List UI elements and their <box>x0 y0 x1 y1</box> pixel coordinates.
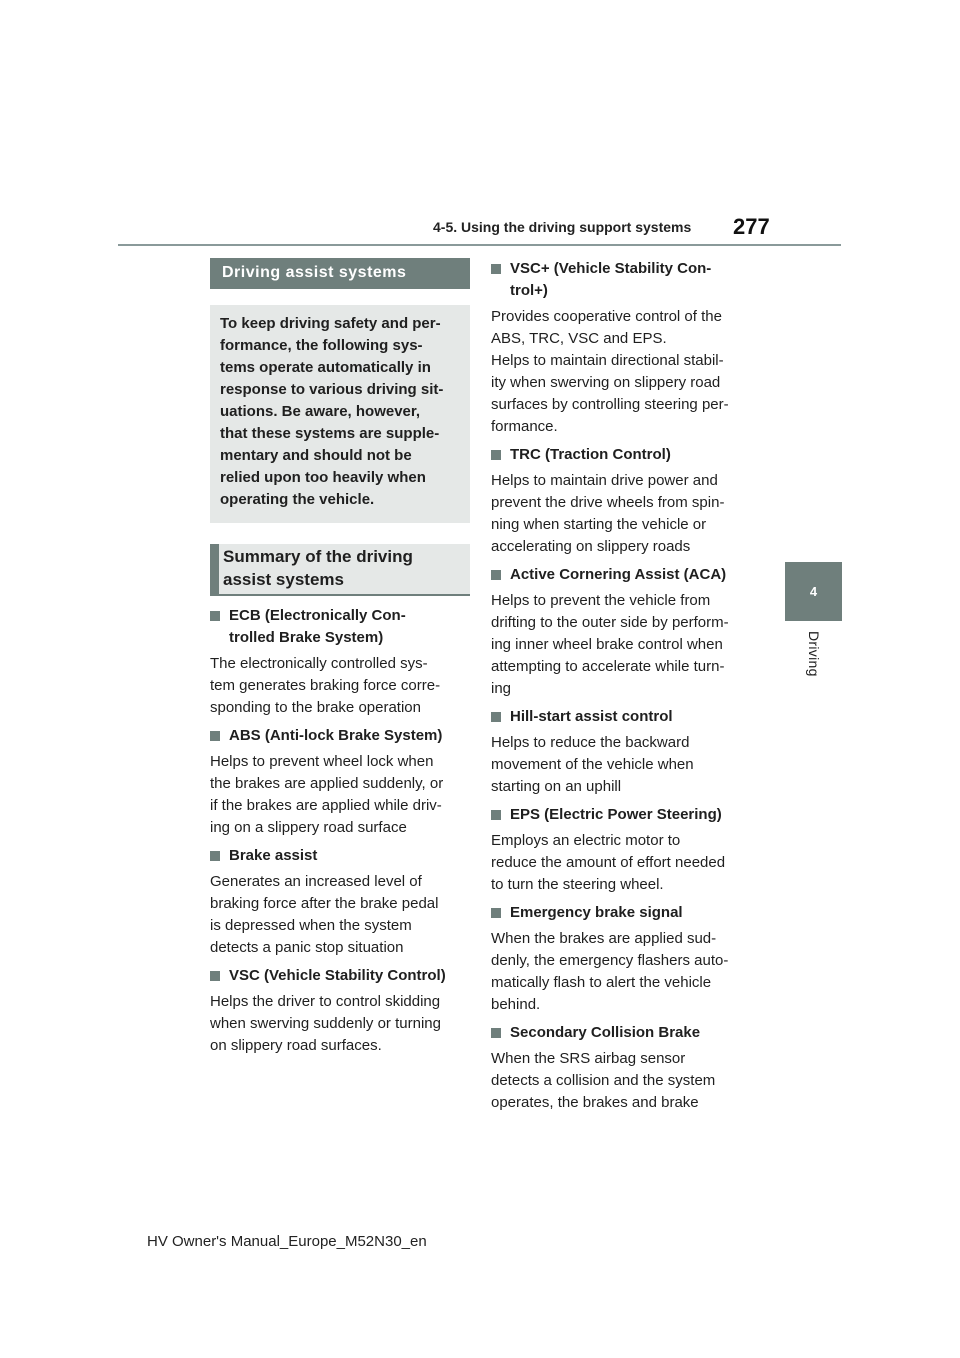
item-body-line: is depressed when the system <box>210 917 412 934</box>
item-title-line: trol+) <box>510 282 548 299</box>
item-body-line: starting on an uphill <box>491 778 622 795</box>
item-body-line: When the brakes are applied sud- <box>491 930 717 947</box>
item-title <box>491 706 751 728</box>
item-title-line: EPS (Electric Power Steering) <box>510 806 722 823</box>
chapter-name: Driving <box>806 631 822 677</box>
item-body-line: tem generates braking force corre- <box>210 677 441 694</box>
item-body-line: accelerating on slippery roads <box>491 538 691 555</box>
item-body-line: surfaces by controlling steering per- <box>491 396 729 413</box>
bullet-square-icon <box>491 810 501 820</box>
subheading <box>210 544 470 596</box>
item-title <box>491 564 751 586</box>
item-title-line: ECB (Electronically Con- <box>229 607 406 624</box>
item-body-line: on slippery road surfaces. <box>210 1037 382 1054</box>
intro-line: operating the vehicle. <box>220 491 375 508</box>
item-body <box>210 751 470 839</box>
system-item-emergency-brake-signal <box>491 902 751 1016</box>
intro-box <box>210 305 470 523</box>
item-body-line: prevent the drive wheels from spin- <box>491 494 725 511</box>
item-body <box>491 590 751 700</box>
system-item-trc <box>491 444 751 558</box>
item-body-line: denly, the emergency flashers auto- <box>491 952 729 969</box>
item-title-line: TRC (Traction Control) <box>510 446 671 463</box>
intro-line: uations. Be aware, however, <box>220 403 421 420</box>
system-item-secondary-collision-brake <box>491 1022 751 1114</box>
item-body-line: ing inner wheel brake control when <box>491 636 723 653</box>
bullet-square-icon <box>491 264 501 274</box>
item-body-line: if the brakes are applied while driv- <box>210 797 442 814</box>
intro-line: tems operate automatically in <box>220 359 431 376</box>
item-body <box>210 871 470 959</box>
item-body-line: drifting to the outer side by perform- <box>491 614 729 631</box>
bullet-square-icon <box>491 570 501 580</box>
intro-line: formance, the following sys- <box>220 337 423 354</box>
system-item-eps <box>491 804 751 896</box>
item-body-line: Helps to reduce the backward <box>491 734 690 751</box>
item-title-line: ABS (Anti-lock Brake System) <box>229 727 443 744</box>
item-title-line: Active Cornering Assist (ACA) <box>510 566 727 583</box>
intro-line: To keep driving safety and per- <box>220 315 441 332</box>
item-title-line: VSC (Vehicle Stability Control) <box>229 967 446 984</box>
item-body <box>491 470 751 558</box>
item-title-line: Brake assist <box>229 847 318 864</box>
item-body-line: detects a panic stop situation <box>210 939 404 956</box>
item-title-line: Hill-start assist control <box>510 708 673 725</box>
system-item-hill-start <box>491 706 751 798</box>
item-body-line: attempting to accelerate while turn- <box>491 658 725 675</box>
subheading-line: assist systems <box>223 570 344 589</box>
bullet-square-icon <box>210 611 220 621</box>
bullet-square-icon <box>491 1028 501 1038</box>
item-body-line: sponding to the brake operation <box>210 699 421 716</box>
item-body-line: formance. <box>491 418 558 435</box>
item-body-line: When the SRS airbag sensor <box>491 1050 686 1067</box>
item-body <box>491 928 751 1016</box>
item-body-line: braking force after the brake pedal <box>210 895 439 912</box>
item-body-line: Helps to prevent the vehicle from <box>491 592 711 609</box>
bullet-square-icon <box>491 450 501 460</box>
item-body <box>491 1048 751 1114</box>
item-body-line: ABS, TRC, VSC and EPS. <box>491 330 667 347</box>
item-title <box>491 258 751 302</box>
item-body-line: movement of the vehicle when <box>491 756 694 773</box>
chapter-tab[interactable] <box>785 562 842 621</box>
intro-line: mentary and should not be <box>220 447 412 464</box>
item-body-line: ing <box>491 680 512 697</box>
item-body <box>210 991 470 1057</box>
item-body-line: operates, the brakes and brake <box>491 1094 699 1111</box>
footer-manual-id: HV Owner's Manual_Europe_M52N30_en <box>147 1233 427 1250</box>
item-title <box>491 902 751 924</box>
subheading-line: Summary of the driving <box>223 547 413 566</box>
item-title-line: VSC+ (Vehicle Stability Con- <box>510 260 712 277</box>
intro-line: that these systems are supple- <box>220 425 440 442</box>
system-item-vsc-plus <box>491 258 751 438</box>
item-title <box>491 804 751 826</box>
item-body-line: Helps the driver to control skidding <box>210 993 441 1010</box>
item-title-line: trolled Brake System) <box>229 629 384 646</box>
system-item-vsc <box>210 965 470 1057</box>
item-title <box>210 965 470 987</box>
item-body-line: matically flash to alert the vehicle <box>491 974 712 991</box>
item-title <box>210 845 470 867</box>
item-body-line: Generates an increased level of <box>210 873 422 890</box>
system-item-brake-assist <box>210 845 470 959</box>
right-column <box>491 258 751 1120</box>
item-body-line: to turn the steering wheel. <box>491 876 664 893</box>
bullet-square-icon <box>210 971 220 981</box>
item-body-line: behind. <box>491 996 541 1013</box>
item-body-line: Helps to maintain drive power and <box>491 472 718 489</box>
item-body-line: ity when swerving on slippery road <box>491 374 721 391</box>
item-title <box>210 605 470 649</box>
bullet-square-icon <box>491 908 501 918</box>
item-title <box>210 725 470 747</box>
chapter-number: 4 <box>809 584 818 599</box>
item-body-line: Employs an electric motor to <box>491 832 681 849</box>
header-divider <box>118 244 841 246</box>
item-body <box>210 653 470 719</box>
item-body-line: ing on a slippery road surface <box>210 819 407 836</box>
item-body-line: Helps to maintain directional stabil- <box>491 352 724 369</box>
bullet-square-icon <box>210 851 220 861</box>
system-item-ecb <box>210 605 470 719</box>
item-body-line: Provides cooperative control of the <box>491 308 722 325</box>
item-body <box>491 306 751 438</box>
item-body-line: detects a collision and the system <box>491 1072 716 1089</box>
item-title-line: Secondary Collision Brake <box>510 1024 701 1041</box>
system-item-abs <box>210 725 470 839</box>
item-body <box>491 830 751 896</box>
system-item-aca <box>491 564 751 700</box>
item-title-line: Emergency brake signal <box>510 904 683 921</box>
intro-line: relied upon too heavily when <box>220 469 426 486</box>
section-title: 4-5. Using the driving support systems <box>433 219 692 235</box>
item-body-line: ning when starting the vehicle or <box>491 516 707 533</box>
section-banner: Driving assist systems <box>210 258 470 289</box>
bullet-square-icon <box>491 712 501 722</box>
item-body <box>491 732 751 798</box>
page-number: 277 <box>733 214 770 239</box>
item-body-line: Helps to prevent wheel lock when <box>210 753 434 770</box>
item-title <box>491 1022 751 1044</box>
bullet-square-icon <box>210 731 220 741</box>
item-body-line: when swerving suddenly or turning <box>210 1015 441 1032</box>
item-body-line: The electronically controlled sys- <box>210 655 428 672</box>
item-title <box>491 444 751 466</box>
left-column <box>210 258 470 1063</box>
item-body-line: reduce the amount of effort needed <box>491 854 726 871</box>
intro-line: response to various driving sit- <box>220 381 444 398</box>
item-body-line: the brakes are applied suddenly, or <box>210 775 444 792</box>
